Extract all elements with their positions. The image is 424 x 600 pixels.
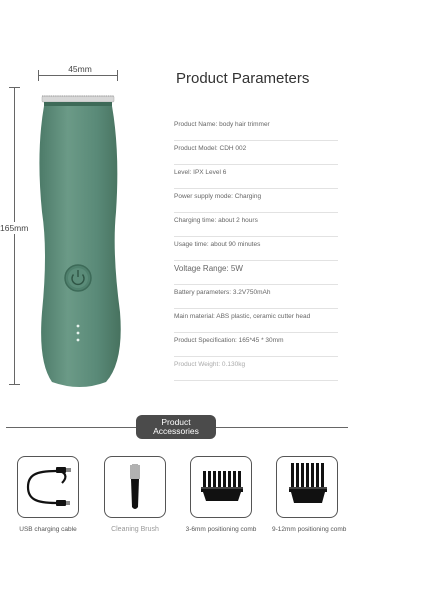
height-dimension-label: 165mm xyxy=(0,223,29,233)
accessory-comb-3-6mm xyxy=(190,456,252,518)
accessory-label: USB charging cable xyxy=(19,526,77,533)
accessory-label: 9-12mm positioning comb xyxy=(272,526,347,533)
trimmer-device-image xyxy=(30,92,130,392)
usb-cable-icon xyxy=(18,457,78,517)
accessory-label: Cleaning Brush xyxy=(111,526,159,533)
product-parameters-title: Product Parameters xyxy=(176,70,310,87)
param-row: Product Specification: 165*45 * 30mm xyxy=(174,334,338,357)
param-row: Battery parameters: 3.2V750mAh xyxy=(174,286,338,309)
param-row: Product Weight: 0.130kg xyxy=(174,358,338,381)
param-row: Power supply mode: Charging xyxy=(174,190,338,213)
width-dimension-label: 45mm xyxy=(68,64,92,74)
accessory-cleaning-brush xyxy=(104,456,166,518)
accessory-label: 3-6mm positioning comb xyxy=(185,526,257,533)
param-row: Level: IPX Level 6 xyxy=(174,166,338,189)
param-row: Product Name: body hair trimmer xyxy=(174,118,338,141)
height-dimension-line xyxy=(14,87,15,385)
param-row: Usage time: about 90 minutes xyxy=(174,238,338,261)
comb-small-icon xyxy=(191,457,251,517)
accessory-usb-cable xyxy=(17,456,79,518)
param-row: Main material: ABS plastic, ceramic cutter head xyxy=(174,310,338,333)
accessory-comb-9-12mm xyxy=(276,456,338,518)
param-row: Product Model: CDH 002 xyxy=(174,142,338,165)
width-dimension-line xyxy=(38,75,118,76)
param-row: Voltage Range: 5W xyxy=(174,262,338,285)
accessories-title-badge: Product Accessories xyxy=(136,415,216,439)
param-row: Charging time: about 2 hours xyxy=(174,214,338,237)
cleaning-brush-icon xyxy=(105,457,165,517)
comb-large-icon xyxy=(277,457,337,517)
